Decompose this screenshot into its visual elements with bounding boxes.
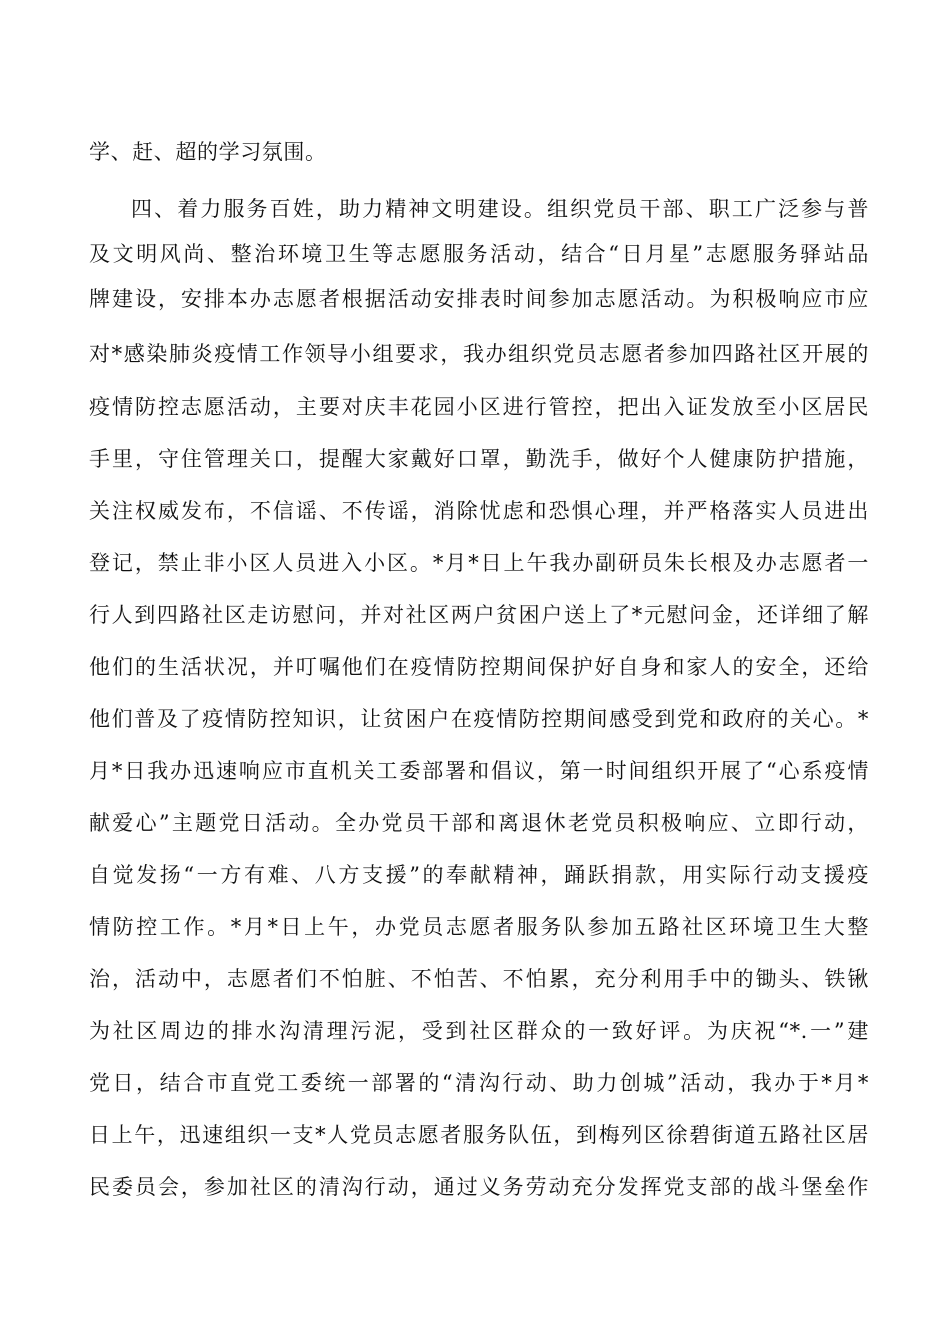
paragraph-line: 党日，结合市直党工委统一部署的“清沟行动、助力创城”活动，我办于*月* [89, 1071, 869, 1095]
paragraph-line: 及文明风尚、整治环境卫生等志愿服务活动，结合“日月星”志愿服务驿站品 [89, 242, 869, 266]
paragraph-line: 他们普及了疫情防控知识，让贫困户在疫情防控期间感受到党和政府的关心。* [89, 707, 869, 731]
paragraph-line: 日上午，迅速组织一支*人党员志愿者服务队伍，到梅列区徐碧街道五路社区居 [89, 1123, 869, 1147]
paragraph-line: 自觉发扬“一方有难、八方支援”的奉献精神，踊跃捐款，用实际行动支援疫 [89, 863, 869, 887]
paragraph-line: 对*感染肺炎疫情工作领导小组要求，我办组织党员志愿者参加四路社区开展的 [89, 342, 869, 366]
paragraph-line: 他们的生活状况，并叮嘱他们在疫情防控期间保护好自身和家人的安全，还给 [89, 655, 869, 679]
paragraph-line: 牌建设，安排本办志愿者根据活动安排表时间参加志愿活动。为积极响应市应 [89, 287, 869, 311]
paragraph-line: 献爱心”主题党日活动。全办党员干部和离退休老党员积极响应、立即行动， [89, 811, 869, 835]
paragraph-line: 为社区周边的排水沟清理污泥，受到社区群众的一致好评。为庆祝“*.一”建 [89, 1019, 869, 1043]
paragraph-line: 学、赶、超的学习氛围。 [89, 140, 327, 164]
section-heading-line: 四、着力服务百姓，助力精神文明建设。组织党员干部、职工广泛参与普 [131, 197, 869, 221]
paragraph-line: 治，活动中，志愿者们不怕脏、不怕苦、不怕累，充分利用手中的锄头、铁锹 [89, 967, 869, 991]
paragraph-line: 疫情防控志愿活动，主要对庆丰花园小区进行管控，把出入证发放至小区居民 [89, 395, 869, 419]
paragraph-line: 情防控工作。*月*日上午，办党员志愿者服务队参加五路社区环境卫生大整 [89, 915, 869, 939]
paragraph-line: 手里，守住管理关口，提醒大家戴好口罩，勤洗手，做好个人健康防护措施， [89, 447, 869, 471]
paragraph-line: 民委员会，参加社区的清沟行动，通过义务劳动充分发挥党支部的战斗堡垒作 [89, 1175, 869, 1199]
paragraph-line: 行人到四路社区走访慰问，并对社区两户贫困户送上了*元慰问金，还详细了解 [89, 603, 869, 627]
paragraph-line: 月*日我办迅速响应市直机关工委部署和倡议，第一时间组织开展了“心系疫情 [89, 759, 869, 783]
paragraph-line: 登记，禁止非小区人员进入小区。*月*日上午我办副研员朱长根及办志愿者一 [89, 551, 869, 575]
paragraph-line: 关注权威发布，不信谣、不传谣，消除忧虑和恐惧心理，并严格落实人员进出 [89, 499, 869, 523]
